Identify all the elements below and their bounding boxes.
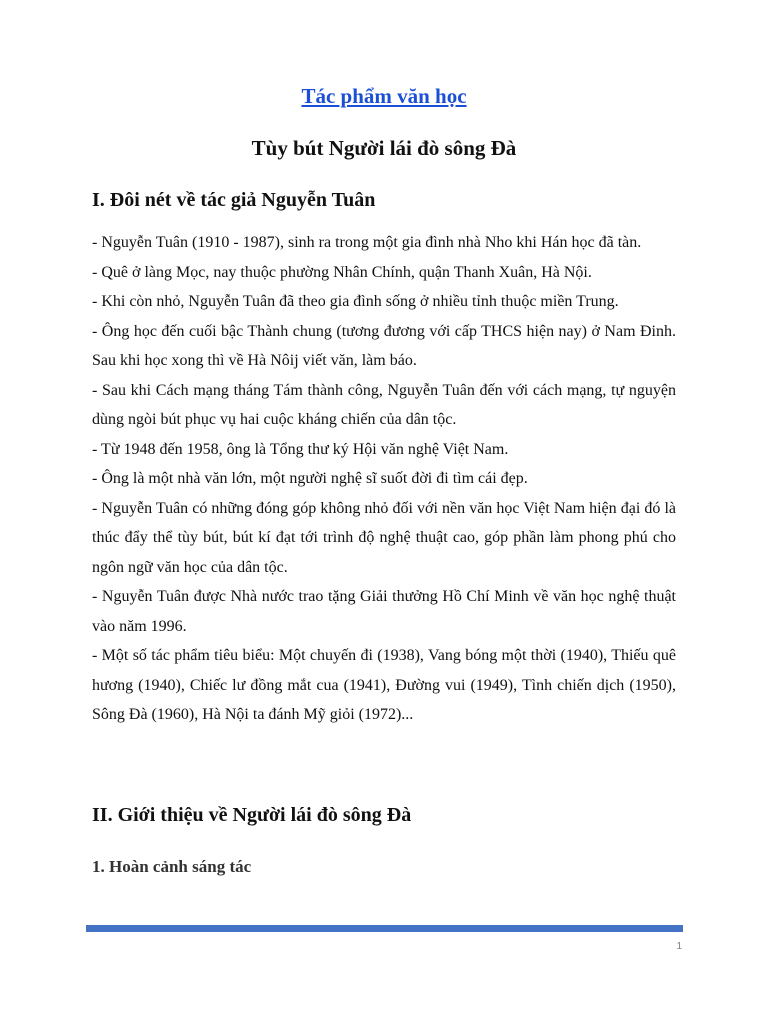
section-2-heading: II. Giới thiệu về Người lái đò sông Đà (92, 804, 412, 826)
footer-divider (86, 925, 683, 932)
paragraph: - Nguyễn Tuân (1910 - 1987), sinh ra trong một gia đình nhà Nho khi Hán học đã tàn. (92, 234, 642, 251)
paragraph: - Nguyễn Tuân có những đóng góp không nhỏ đối với nền văn học Việt Nam hiện đại đó là thúc đẩy thể tùy bút, bút kí đạt tới trình độ nghệ thuật cao, góp phần làm phong phú cho ngôn ngữ văn học của dân tộc. (92, 499, 676, 576)
body-text (92, 228, 676, 730)
paragraph: - Khi còn nhỏ, Nguyễn Tuân đã theo gia đình sống ở nhiều tỉnh thuộc miền Trung. (92, 293, 619, 310)
paragraph: - Một số tác phẩm tiêu biểu: Một chuyến đi (1938), Vang bóng một thời (1940), Thiếu quê hương (1940), Chiếc lư đồng mắt cua (1941), Đường vui (1949), Tình chiến dịch (1950), Sông Đà (1960), Hà Nội ta đánh Mỹ giỏi (1972)... (92, 647, 676, 723)
paragraph: - Ông học đến cuối bậc Thành chung (tương đương với cấp THCS hiện nay) ở Nam Đinh. Sau khi học xong thì về Hà Nôij viết văn, làm báo. (92, 322, 676, 369)
page-number: 1 (676, 941, 682, 952)
paragraph: - Nguyễn Tuân được Nhà nước trao tặng Giải thưởng Hồ Chí Minh về văn học nghệ thuật vào năm 1996. (92, 588, 676, 635)
section-1-heading: I. Đôi nét về tác giả Nguyễn Tuân (92, 189, 376, 211)
document-title: Tùy bút Người lái đò sông Đà (251, 136, 517, 160)
paragraph: - Ông là một nhà văn lớn, một người nghệ sĩ suốt đời đi tìm cái đẹp. (92, 470, 528, 487)
paragraph: - Quê ở làng Mọc, nay thuộc phường Nhân Chính, quận Thanh Xuân, Hà Nội. (92, 263, 592, 281)
document-link-title[interactable]: Tác phẩm văn học (301, 84, 467, 108)
subsection-heading: 1. Hoàn cảnh sáng tác (92, 857, 252, 876)
paragraph: - Sau khi Cách mạng tháng Tám thành công, Nguyễn Tuân đến với cách mạng, tự nguyện dùng ngòi bút phục vụ hai cuộc kháng chiến của dân tộc. (92, 381, 676, 428)
paragraph: - Từ 1948 đến 1958, ông là Tổng thư ký Hội văn nghệ Việt Nam. (92, 440, 509, 458)
